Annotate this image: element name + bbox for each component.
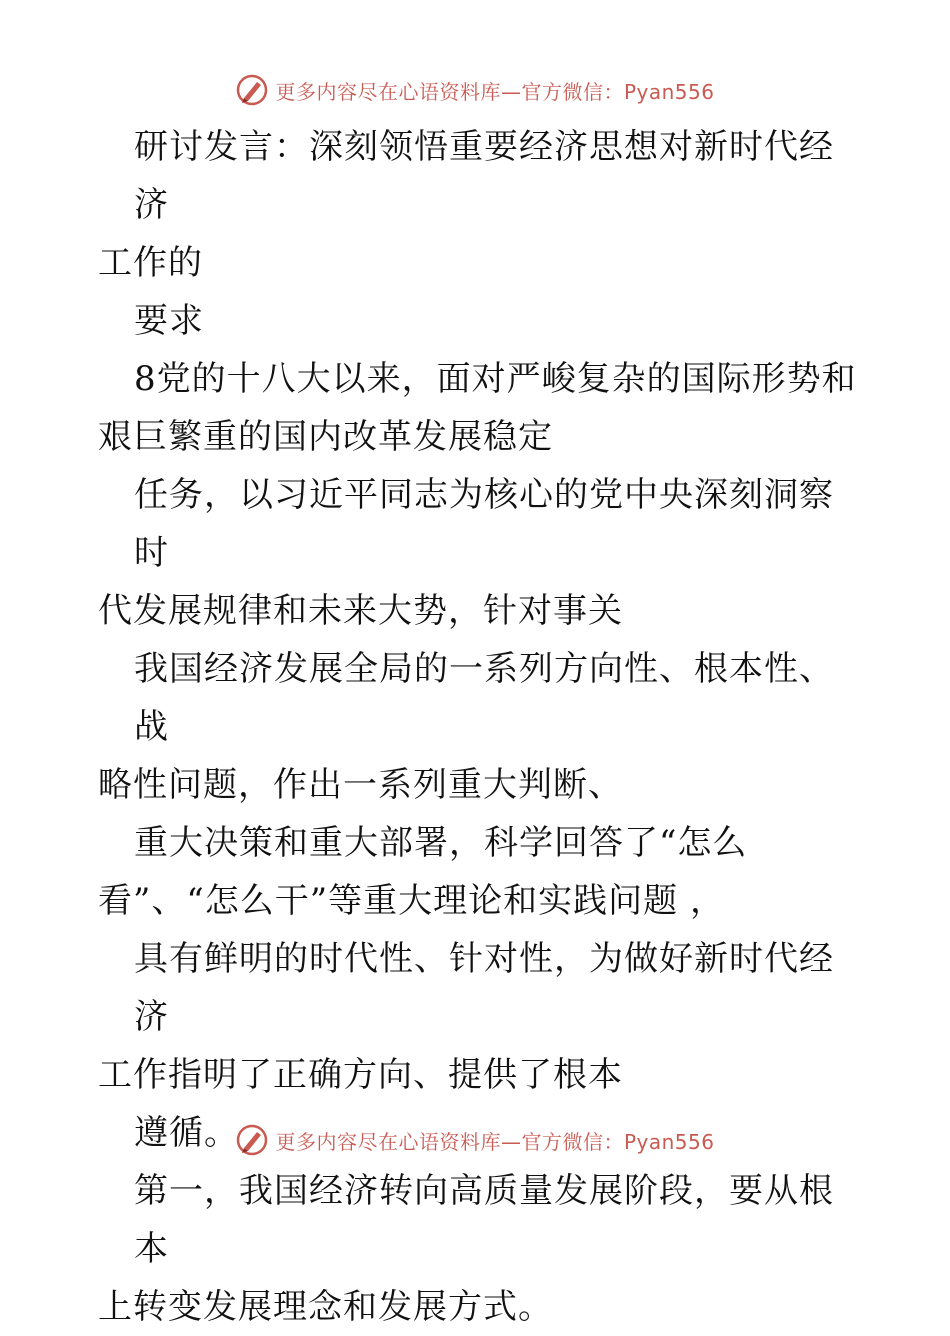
text-line: 工作的	[98, 243, 203, 283]
footer-watermark	[0, 1120, 950, 1160]
text-line: 重大决策和重大部署，科学回答了“怎么	[134, 823, 748, 863]
text-line: 工作指明了正确方向、提供了根本	[98, 1055, 623, 1095]
text-line: 任务，以习近平同志为核心的党中央深刻洞察时	[134, 475, 834, 573]
text-line: 要求	[134, 301, 204, 341]
text-line: 代发展规律和未来大势，针对事关	[98, 591, 623, 631]
text-line: 8党的十八大以来，面对严峻复杂的国际形势和	[134, 359, 857, 399]
text-line: 看”、“怎么干”等重大理论和实践问题 ，	[98, 881, 725, 921]
watermark-text: 更多内容尽在心语资料库—官方微信：Pyan556	[275, 79, 715, 104]
text-line: 遵循。	[134, 1113, 239, 1153]
header-watermark	[0, 70, 950, 110]
watermark-text: 更多内容尽在心语资料库—官方微信：Pyan556	[275, 1129, 715, 1154]
text-line: 上转变发展理念和发展方式。	[98, 1287, 553, 1327]
text-line: 第一，我国经济转向高质量发展阶段，要从根本	[134, 1171, 834, 1269]
pen-logo-icon	[235, 73, 269, 107]
text-line: 我国经济发展全局的一系列方向性、根本性、战	[134, 649, 834, 747]
text-line: 具有鲜明的时代性、针对性，为做好新时代经济	[134, 939, 834, 1037]
text-line: 艰巨繁重的国内改革发展稳定	[98, 417, 553, 457]
text-line: 研讨发言：深刻领悟重要经济思想对新时代经济	[134, 127, 834, 225]
text-line: 略性问题，作出一系列重大判断、	[98, 765, 623, 805]
pen-logo-icon	[235, 1123, 269, 1157]
